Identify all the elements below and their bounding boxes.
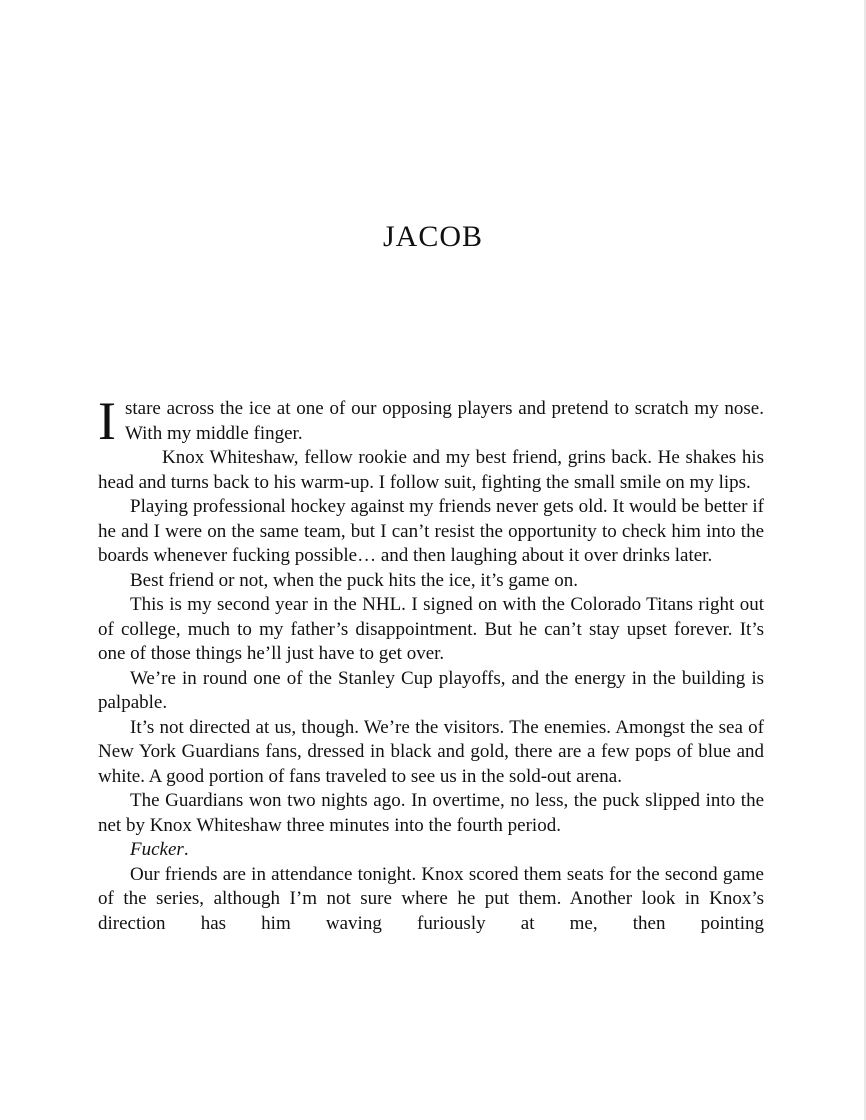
paragraph-italic [98,838,764,863]
period: . [183,839,189,860]
paragraph: Best friend or not, when the puck hits the ice, it’s game on. [130,569,578,591]
paragraph: The Guardians won two nights ago. In overtime, no less, the puck slipped into the net by Knox Whiteshaw three minutes into the fourth period. [98,790,764,836]
italic-word: Fucker [130,839,184,860]
paragraph: Our friends are in attendance tonight. Knox scored them seats for the second game of the series, although I’m not sure where he put them. Another look in Knox’s direction has him waving furiously at me, then pointing [98,863,764,934]
paragraph: This is my second year in the NHL. I signed on with the Colorado Titans right out of college, much to my father’s disappointment. But he can’t stay upset forever. It’s one of those things he’ll just have to get over. [98,594,764,664]
chapter-body [98,391,764,936]
paragraph: Knox Whiteshaw, fellow rookie and my best friend, grins back. He shakes his head and turns back to his warm-up. I follow suit, fighting the small smile on my lips. [98,447,764,493]
paragraph: It’s not directed at us, though. We’re the visitors. The enemies. Amongst the sea of New York Guardians fans, dressed in black and gold, there are a few pops of blue and white. A good portion of fans traveled to see us in the sold-out arena. [98,716,764,787]
drop-cap: I [98,391,116,451]
paragraph: We’re in round one of the Stanley Cup playoffs, and the energy in the building is palpable. [98,667,764,713]
paragraph-opening [98,391,764,451]
chapter-title: JACOB [382,220,484,253]
paragraph-text: stare across the ice at one of our opposing players and pretend to scratch my nose. With my middle finger. [124,398,764,444]
paragraph: Playing professional hockey against my friends never gets old. It would be better if he and I were on the same team, but I can’t resist the opportunity to check him into the boards whenever fucking possible… and then laughing about it over drinks later. [98,496,764,566]
